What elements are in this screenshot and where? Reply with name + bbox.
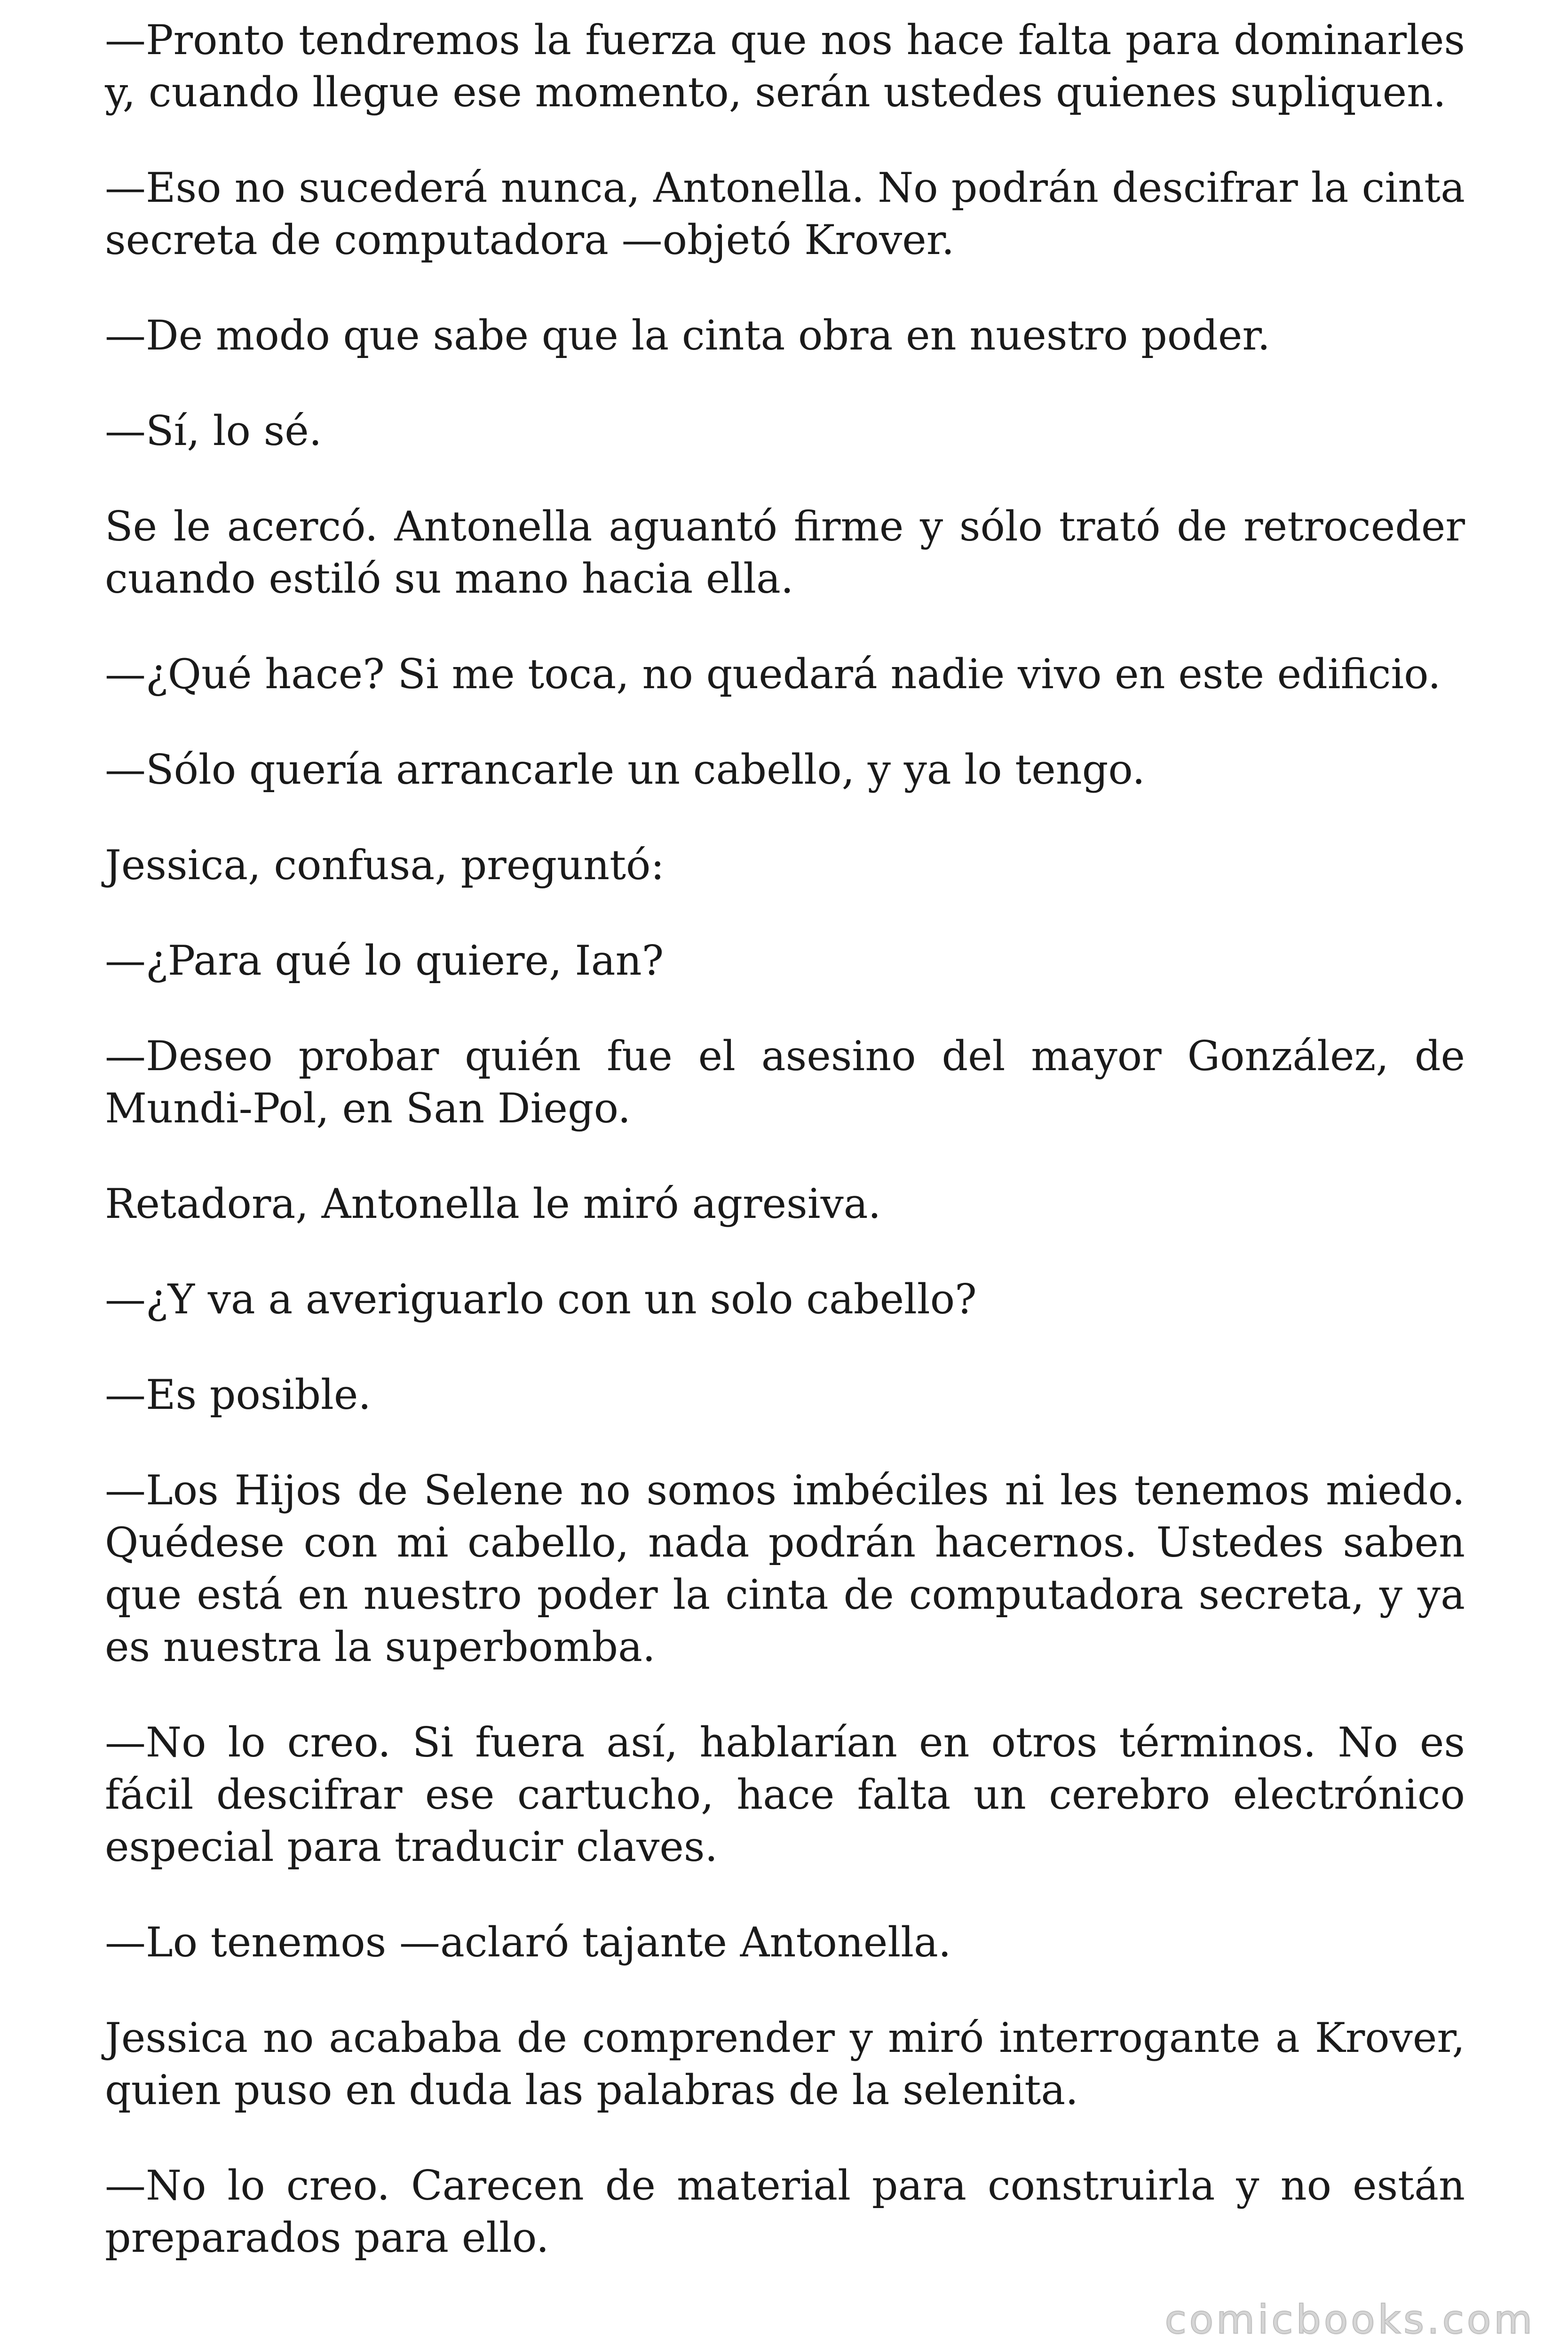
- paragraph: Jessica, confusa, preguntó:: [105, 841, 665, 889]
- paragraph: —No lo creo. Si fuera así, hablarían en otros términos. No es fácil descifrar ese cartucho, hace falta un cerebro electrónico especial para traducir claves.: [105, 1718, 1465, 1871]
- paragraph: —Eso no sucederá nunca, Antonella. No podrán descifrar la cinta secreta de computadora —objetó Krover.: [105, 164, 1465, 264]
- paragraph: —¿Y va a averiguarlo con un solo cabello?: [105, 1275, 977, 1323]
- paragraph: —Sólo quería arrancarle un cabello, y ya lo tengo.: [105, 746, 1145, 794]
- paragraph: —De modo que sabe que la cinta obra en nuestro poder.: [105, 311, 1271, 359]
- paragraph: —Deseo probar quién fue el asesino del mayor González, de Mundi-Pol, en San Diego.: [105, 1032, 1465, 1132]
- paragraph: —Pronto tendremos la fuerza que nos hace falta para dominarles y, cuando llegue ese momento, serán ustedes quienes supliquen.: [105, 16, 1465, 116]
- paragraph: —No lo creo. Carecen de material para construirla y no están preparados para ello.: [105, 2161, 1465, 2262]
- watermark: comicbooks.com: [1164, 2296, 1535, 2343]
- paragraph: —Sí, lo sé.: [105, 407, 322, 455]
- paragraph: —Los Hijos de Selene no somos imbéciles ni les tenemos miedo. Quédese con mi cabello, nada podrán hacernos. Ustedes saben que está en nuestro poder la cinta de computadora secreta, y ya es nuestra la superbomba.: [105, 1466, 1465, 1671]
- paragraph: Jessica no acababa de comprender y miró interrogante a Krover, quien puso en duda las palabras de la selenita.: [105, 2014, 1465, 2114]
- paragraph: —Lo tenemos —aclaró tajante Antonella.: [105, 1918, 951, 1966]
- document-page: [105, 14, 1465, 2307]
- paragraph: Se le acercó. Antonella aguantó firme y sólo trató de retroceder cuando estiló su mano hacia ella.: [105, 502, 1465, 603]
- paragraph: —¿Qué hace? Si me toca, no quedará nadie vivo en este edificio.: [105, 650, 1441, 698]
- paragraph: Retadora, Antonella le miró agresiva.: [105, 1180, 881, 1228]
- paragraph: —¿Para qué lo quiere, Ian?: [105, 937, 664, 985]
- paragraph: —Es posible.: [105, 1371, 372, 1419]
